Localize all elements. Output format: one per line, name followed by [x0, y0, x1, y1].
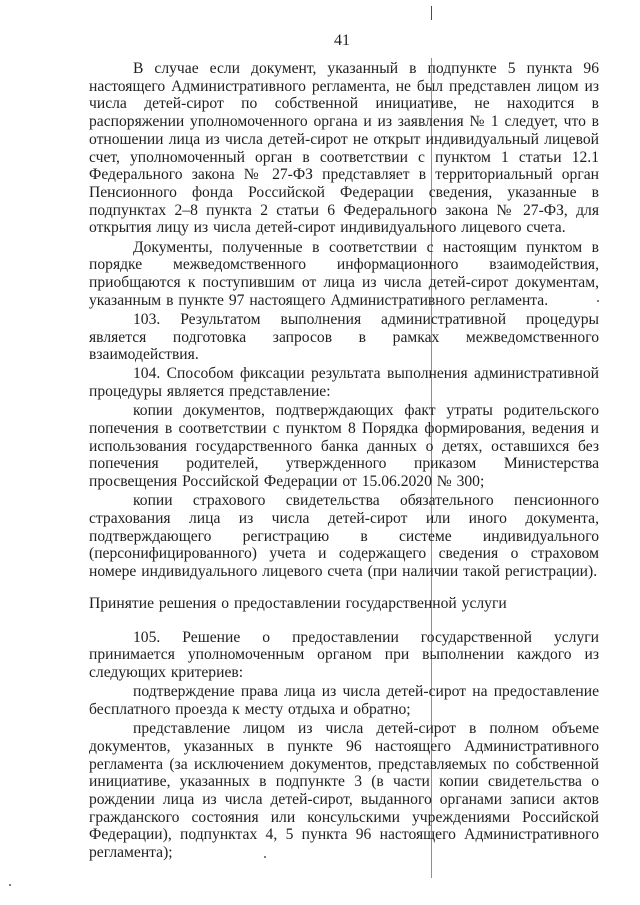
- paragraph-104: 104. Способом фиксации результата выполнения административной процедуры является представление:: [89, 365, 599, 401]
- paragraph-copies-insurance-certificate: копии страхового свидетельства обязательного пенсионного страхования лица из числа детей-сирот или иного документа, подтверждающего регистрацию в системе индивидуального (персонифицированного) учета и содержащего сведения о страховом номере индивидуального лицевого счета (при наличии такой регистрации).: [89, 492, 599, 581]
- paragraph-criterion-documents-complete: представление лицом из числа детей-сирот в полном объеме документов, указанных в пункте 96 настоящего Административного регламента (за исключением документов, представляемых по собственной инициативе, указанных в подпункте 3 (в части копии свидетельства о рождении лица из числа детей-сирот, выданного органами записи актов гражданского состояния или консульскими учреждениями Российской Федерации), подпунктах 4, 5 пункта 96 настоящего Административного регламента);: [89, 720, 599, 862]
- scan-fold-mark-top: [431, 6, 432, 20]
- paragraph-criterion-right-confirmation: подтверждение права лица из числа детей-сирот на предоставление бесплатного проезда к месту отдыха и обратно;: [89, 683, 599, 718]
- paragraph-document-not-submitted: В случае если документ, указанный в подпункте 5 пункта 96 настоящего Административного регламента, не был представлен лицом из числа детей-сирот по собственной инициативе, не находится в распоряжении уполномоченного органа и из заявления № 1 следует, что в отношении лица из числа детей-сирот не открыт индивидуальный лицевой счет, уполномоченный орган в соответствии с пунктом 1 статьи 12.1 Федерального закона № 27-ФЗ представляет в территориальный орган Пенсионного фонда Российской Федерации сведения, указанные в подпунктах 2–8 пункта 2 статьи 6 Федерального закона № 27-ФЗ, для открытия лицу из числа детей-сирот индивидуального лицевого счета.: [89, 60, 599, 237]
- paragraph-103: 103. Результатом выполнения административной процедуры является подготовка запросов в рамках межведомственного взаимодействия.: [89, 310, 599, 364]
- paragraph-copies-parental-care: копии документов, подтверждающих факт утраты родительского попечения в соответствии с пунктом 8 Порядка формирования, ведения и использования государственного банка данных о детях, оставшихся без попечения родителей, утвержденного приказом Министерства просвещения Российской Федерации от 15.06.2020 № 300;: [89, 402, 599, 491]
- scan-speck: [9, 884, 11, 886]
- document-body: [89, 60, 599, 863]
- page-number: 41: [334, 32, 350, 49]
- paragraph-documents-received: Документы, полученные в соответствии с настоящим пунктом в порядке межведомственного информационного взаимодействия, приобщаются к поступившим от лица из числа детей-сирот документам, указанным в пункте 97 настоящего Административного регламента.: [89, 238, 599, 309]
- paragraph-105: 105. Решение о предоставлении государственной услуги принимается уполномоченным органом при выполнении каждого из следующих критериев:: [89, 628, 599, 681]
- section-heading: Принятие решения о предоставлении государственной услуги: [89, 594, 507, 612]
